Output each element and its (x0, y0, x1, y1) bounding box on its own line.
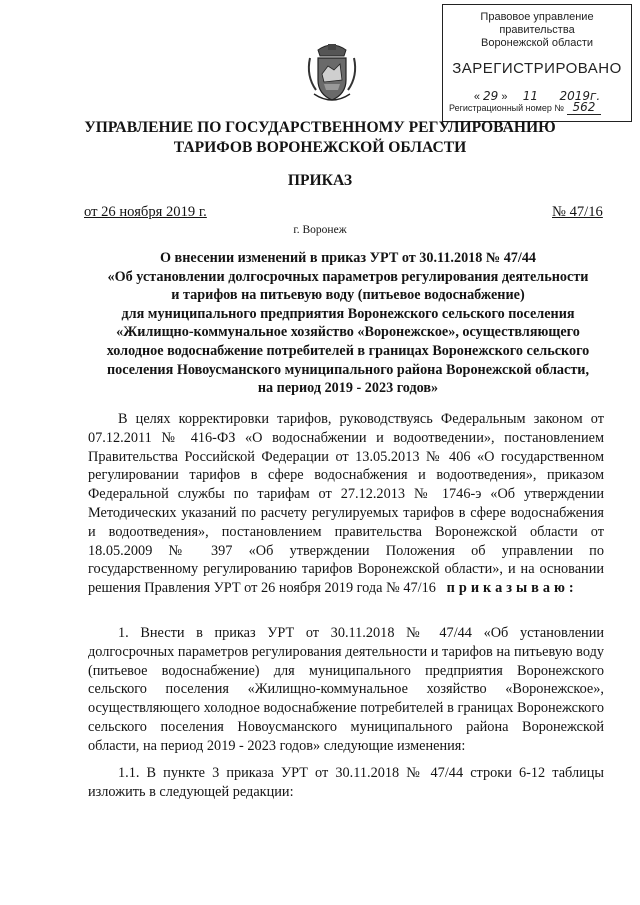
preamble-closing: приказываю: (446, 580, 578, 597)
registration-stamp (442, 4, 632, 122)
document-date: от 26 ноября 2019 г. (84, 204, 207, 220)
document-city: г. Воронеж (293, 224, 347, 236)
agency-title-line1: УПРАВЛЕНИЕ ПО ГОСУДАРСТВЕННОМУ РЕГУЛИРОВАНИЮ (84, 119, 556, 136)
stamp-date-month: 11 (522, 89, 539, 103)
stamp-organization: Правовое управление правительства Воронежской области (480, 11, 594, 49)
document-number: № 47/16 (552, 204, 603, 220)
agency-title-line2: ТАРИФОВ ВОРОНЕЖСКОЙ ОБЛАСТИ (173, 139, 467, 156)
item-1-1-paragraph (88, 764, 604, 802)
document-type: ПРИКАЗ (287, 172, 353, 189)
preamble-text: В целях корректировки тарифов, руководствуясь Федеральным законом от 07.12.2011 № 416-ФЗ «О водоснабжении и водоотведении», постановлением Правительства Российской Федерации от 13.05.2013 № 406 «О государственном регулировании тарифов в сфере водоснабжения и водоотведения», приказом Федеральной службы по тарифам от 27.12.2013 № 1746-э «Об утверждении Методических указаний по расчету регулируемых тарифов в сфере водоснабжения и водоотведения», постановлением правительства Воронежской области от 18.05.2009 № 397 «Об утверждении Положения об управлении по государственному регулированию тарифов Воронежской области», и на основании решения Правления УРТ от 26 ноября 2019 года № 47/16 (88, 411, 604, 597)
stamp-number: Регистрационный номер № 562 (449, 100, 601, 114)
item-1-1-text: 1.1. В пункте 3 приказа УРТ от 30.11.2018 № 47/44 строки 6-12 таблицы изложить в следующей редакции: (88, 765, 604, 800)
document-subject: О внесении изменений в приказ УРТ от 30.11.2018 № 47/44 «Об установлении долгосрочных параметров регулирования деятельности и тарифов на питьевую воду (питьевое водоснабжение) для муниципального предприятия Воронежского сельского поселения «Жилищно-коммунальное хозяйство «Воронежское», осуществляющего холодное водоснабжение потребителей в границах Воронежского сельского поселения Новоусманского муниципального района Воронежской области, на период 2019 - 2023 годов» (106, 250, 590, 397)
stamp-date: « 29 » 11 2019г. (473, 89, 601, 103)
stamp-number-value: 562 (567, 100, 602, 115)
item-1-text: 1. Внести в приказ УРТ от 30.11.2018 № 47/44 «Об установлении долгосрочных параметров регулирования деятельности и тарифов на питьевую воду (питьевое водоснабжение) для муниципального предприятия Воронежского сельского поселения «Жилищно-коммунальное хозяйство «Воронежское», осуществляющего холодное водоснабжение потребителей в границах Воронежского сельского поселения Новоусманского муниципального района Воронежской области, на период 2019 - 2023 годов» следующие изменения: (88, 625, 604, 754)
stamp-date-year: 2019г. (559, 89, 601, 103)
preamble-paragraph (88, 410, 604, 598)
stamp-registered-label: ЗАРЕГИСТРИРОВАНО (452, 60, 622, 77)
item-1-paragraph (88, 624, 604, 756)
stamp-date-day: 29 (483, 89, 499, 103)
coat-of-arms-icon (304, 40, 360, 104)
